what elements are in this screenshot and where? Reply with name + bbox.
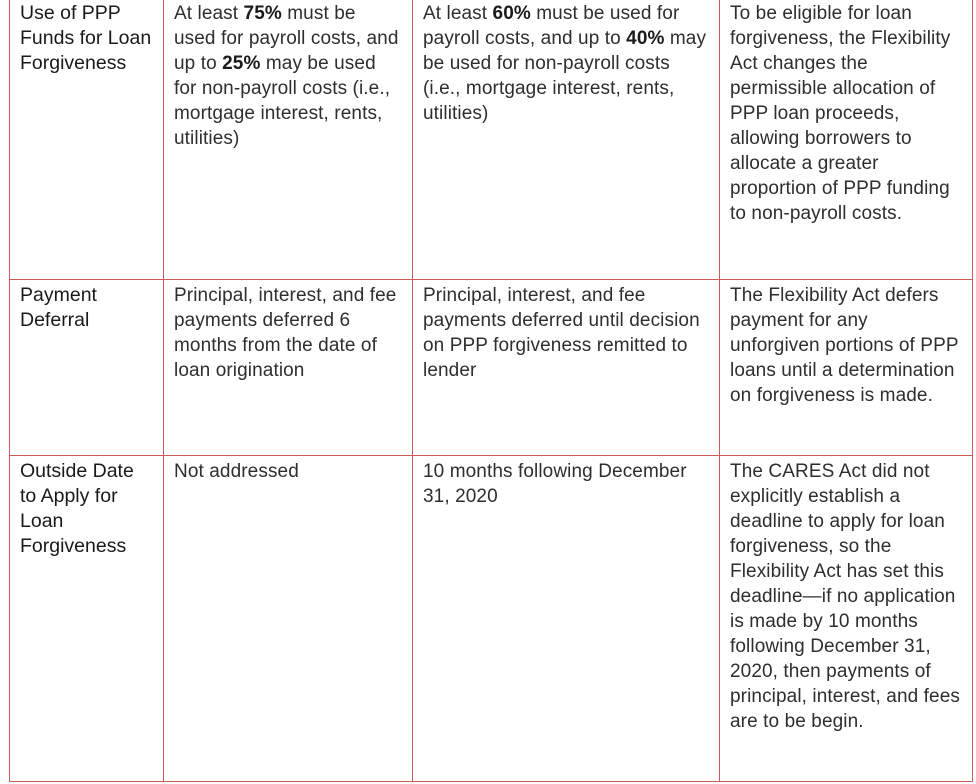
cares-act-cell: Principal, interest, and fee payments deferred 6 months from the date of loan origination <box>164 280 413 456</box>
cell-text: may be used for non-payroll costs (i.e., mortgage interest, rents, utilities) <box>174 53 391 149</box>
cares-act-cell: Not addressed <box>164 456 413 782</box>
ppp-comparison-table <box>9 0 973 782</box>
flexibility-act-cell: Principal, interest, and fee payments deferred until decision on PPP forgiveness remitted to lender <box>413 280 720 456</box>
flexibility-act-cell: 10 months following December 31, 2020 <box>413 456 720 782</box>
row-topic: Outside Date to Apply for Loan Forgiveness <box>10 456 164 782</box>
impact-cell: The Flexibility Act defers payment for any unforgiven portions of PPP loans until a determination on forgiveness is made. <box>720 280 973 456</box>
impact-cell: The CARES Act did not explicitly establish a deadline to apply for loan forgiveness, so the Flexibility Act has set this deadline—if no application is made by 10 months following December 31, 2020, then payments of principal, interest, and fees are to be begin. <box>720 456 973 782</box>
flexibility-act-cell <box>413 0 720 280</box>
percentage-value: 40% <box>626 28 665 49</box>
percentage-value: 25% <box>222 53 261 74</box>
percentage-value: 60% <box>492 3 531 24</box>
cell-text: At least <box>174 3 244 24</box>
impact-cell: To be eligible for loan forgiveness, the Flexibility Act changes the permissible allocation of PPP loan proceeds, allowing borrowers to allocate a greater proportion of PPP funding to non-payroll costs. <box>720 0 973 280</box>
cell-text: may be used for non-payroll costs (i.e., mortgage interest, rents, utilities) <box>423 28 707 124</box>
table-row <box>10 456 973 782</box>
row-topic: Use of PPP Funds for Loan Forgiveness <box>10 0 164 280</box>
table-row <box>10 0 973 280</box>
cell-text: must be used for payroll costs, and up to <box>423 3 680 49</box>
cell-text: must be used for payroll costs, and up to <box>174 3 399 74</box>
cares-act-cell <box>164 0 413 280</box>
percentage-value: 75% <box>243 3 282 24</box>
row-topic: Payment Deferral <box>10 280 164 456</box>
cell-text: At least <box>423 3 493 24</box>
table-row <box>10 280 973 456</box>
